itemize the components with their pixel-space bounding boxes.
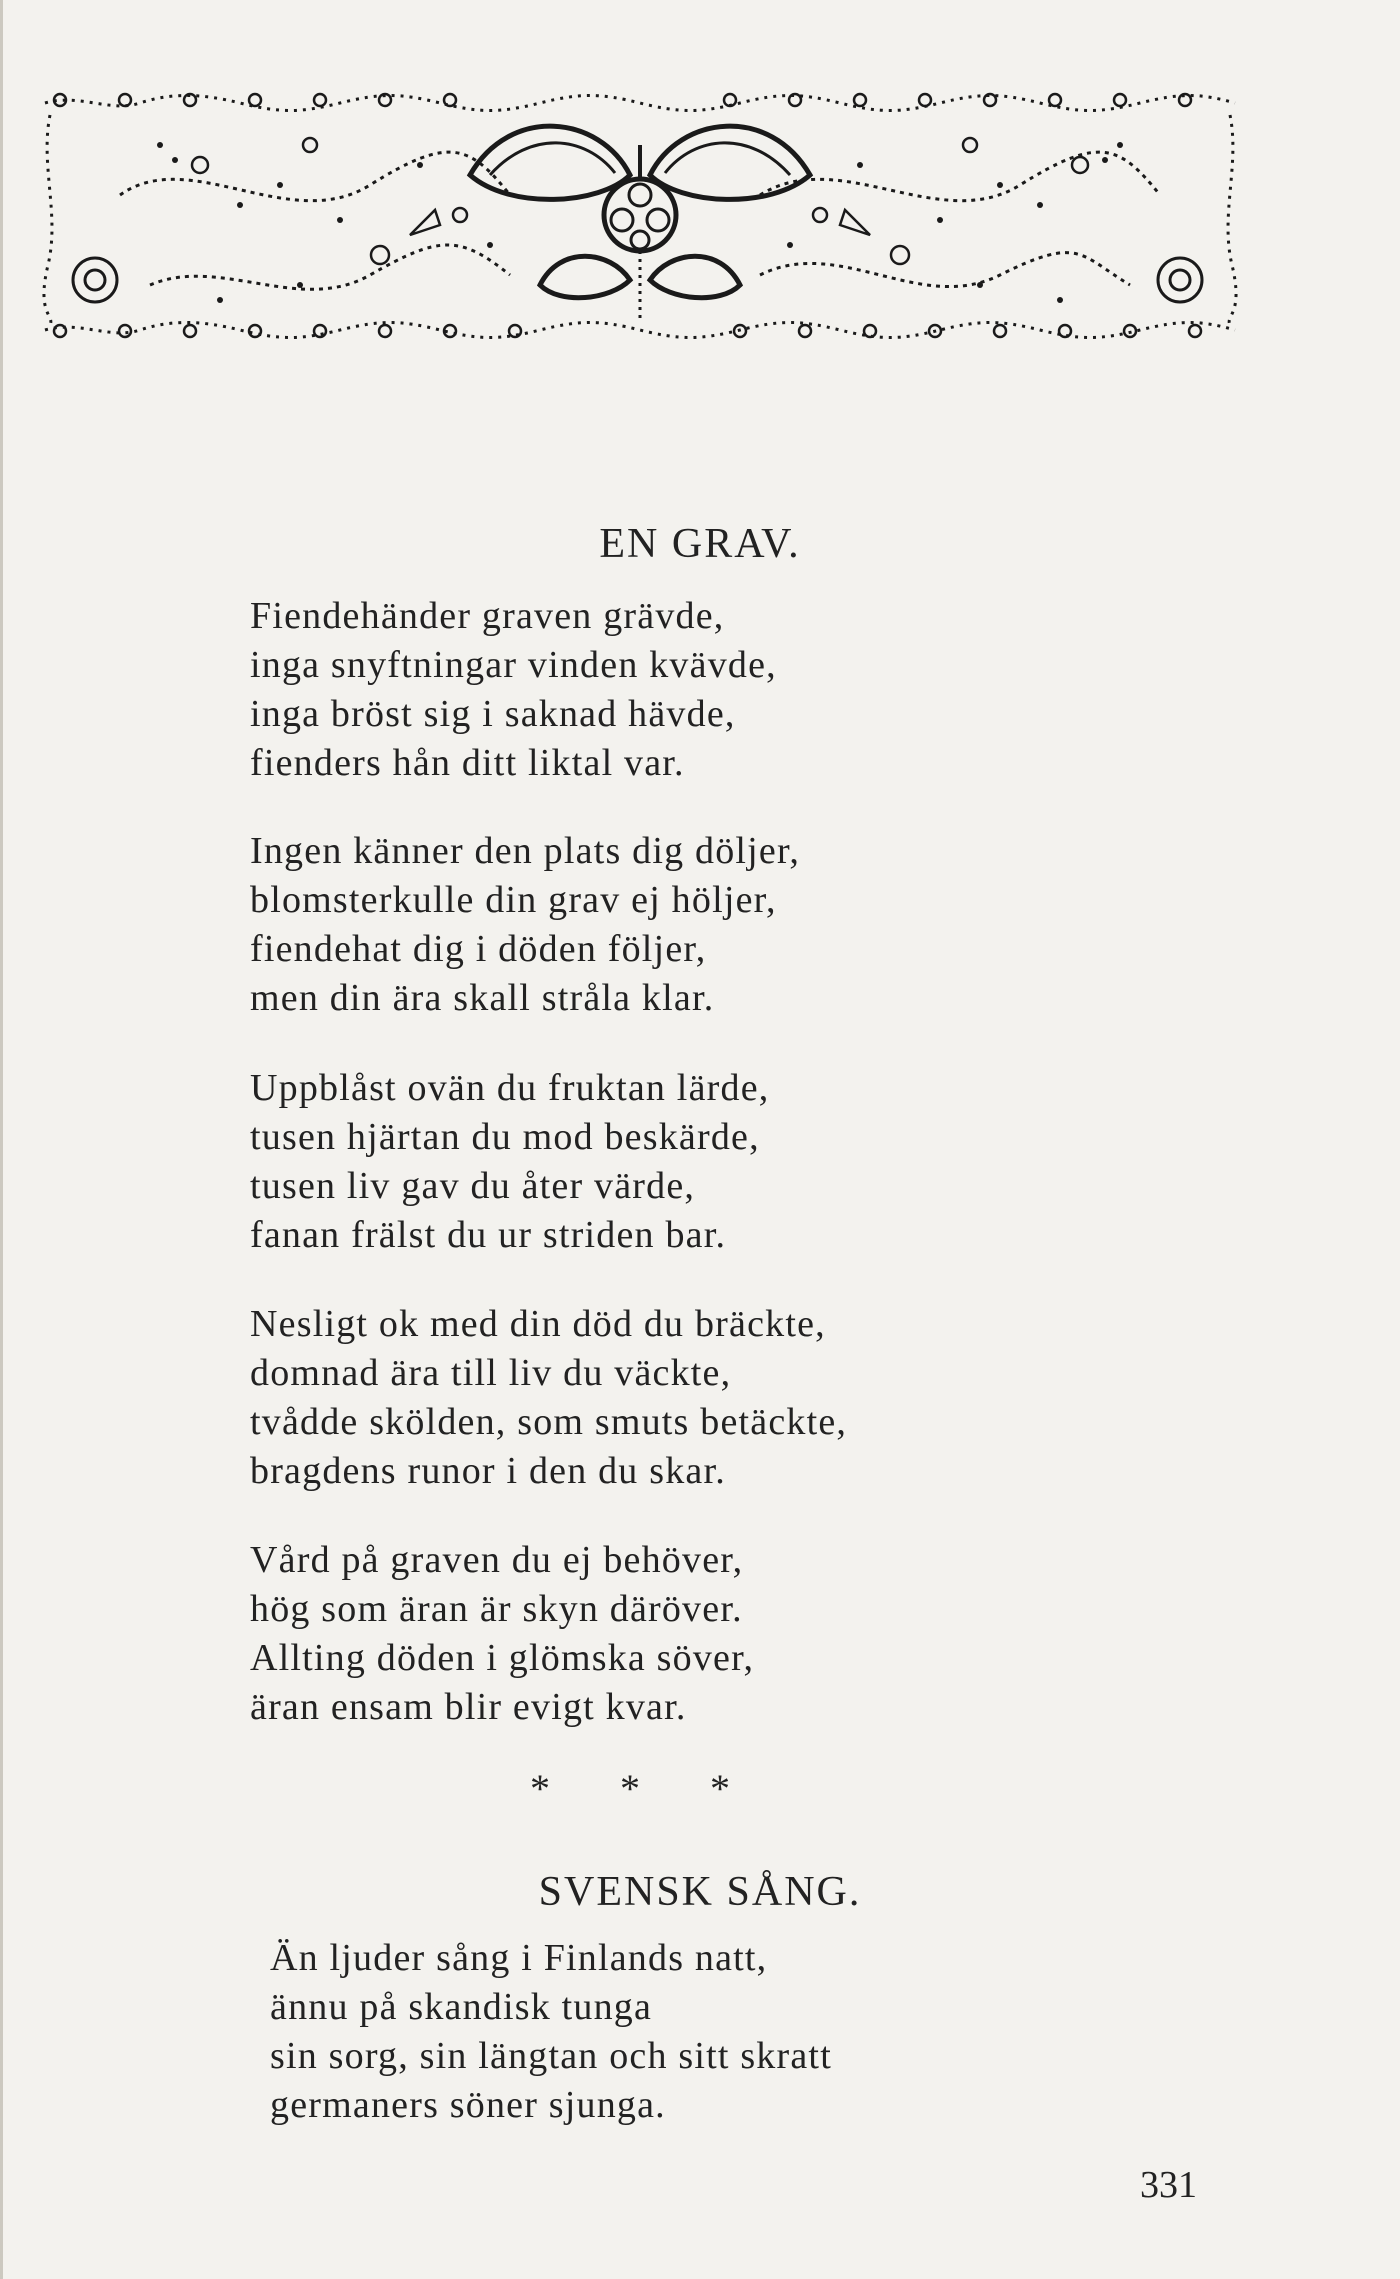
poem-line: äran ensam blir evigt kvar. — [250, 1686, 687, 1728]
stanza — [250, 1300, 847, 1496]
poem-line: sin sorg, sin längtan och sitt skratt — [270, 2035, 832, 2077]
poem-title: EN GRAV. — [599, 521, 801, 567]
poem-line: germaners söner sjunga. — [270, 2084, 666, 2126]
stanza — [250, 827, 800, 1023]
poem-line: bragdens runor i den du skar. — [250, 1450, 726, 1492]
poem-line: tusen hjärtan du mod beskärde, — [250, 1116, 760, 1158]
asterisk: * — [620, 1766, 640, 1811]
poem-line: Vård på graven du ej behöver, — [250, 1539, 744, 1581]
poem-body — [250, 1064, 769, 1260]
floral-vignette-icon — [40, 85, 1240, 345]
poem-line: Uppblåst ovän du fruktan lärde, — [250, 1067, 770, 1109]
poem-line: tvådde skölden, som smuts betäckte, — [250, 1401, 848, 1443]
poem-line: inga bröst sig i saknad hävde, — [250, 693, 736, 735]
poem-line: fiendehat dig i döden följer, — [250, 928, 707, 970]
poem-line: Allting döden i glömska söver, — [250, 1637, 755, 1679]
poem-body — [250, 1300, 847, 1496]
poem-line: ännu på skandisk tunga — [270, 1986, 653, 2028]
poem-title: SVENSK SÅNG. — [538, 1869, 862, 1915]
poem-body — [270, 1934, 832, 2130]
poem-line: inga snyftningar vinden kvävde, — [250, 644, 777, 686]
poem-line: Nesligt ok med din död du bräckte, — [250, 1303, 826, 1345]
poem-line: fienders hån ditt liktal var. — [250, 742, 685, 784]
stanza — [250, 592, 777, 788]
page-number: 331 — [1140, 2164, 1197, 2206]
poem-line: Än ljuder sång i Finlands natt, — [270, 1937, 768, 1979]
poem-line: Fiendehänder graven grävde, — [250, 595, 725, 637]
poem-line: domnad ära till liv du väckte, — [250, 1352, 732, 1394]
stanza — [250, 1536, 754, 1732]
poem-body — [250, 592, 777, 788]
poem-line: men din ära skall stråla klar. — [250, 977, 715, 1019]
stanza — [270, 1934, 832, 2130]
poem-line: tusen liv gav du åter värde, — [250, 1165, 696, 1207]
asterisk: * — [710, 1766, 730, 1811]
poem-line: fanan frälst du ur striden bar. — [250, 1214, 727, 1256]
section-separator — [530, 1765, 730, 1812]
page-edge — [0, 0, 3, 2279]
poem-line: Ingen känner den plats dig döljer, — [250, 830, 801, 872]
poem-body — [250, 827, 800, 1023]
stanza — [250, 1064, 769, 1260]
poem-line: blomsterkulle din grav ej höljer, — [250, 879, 777, 921]
poem-line: hög som äran är skyn däröver. — [250, 1588, 743, 1630]
poem-body — [250, 1536, 754, 1732]
asterisk: * — [530, 1766, 550, 1811]
